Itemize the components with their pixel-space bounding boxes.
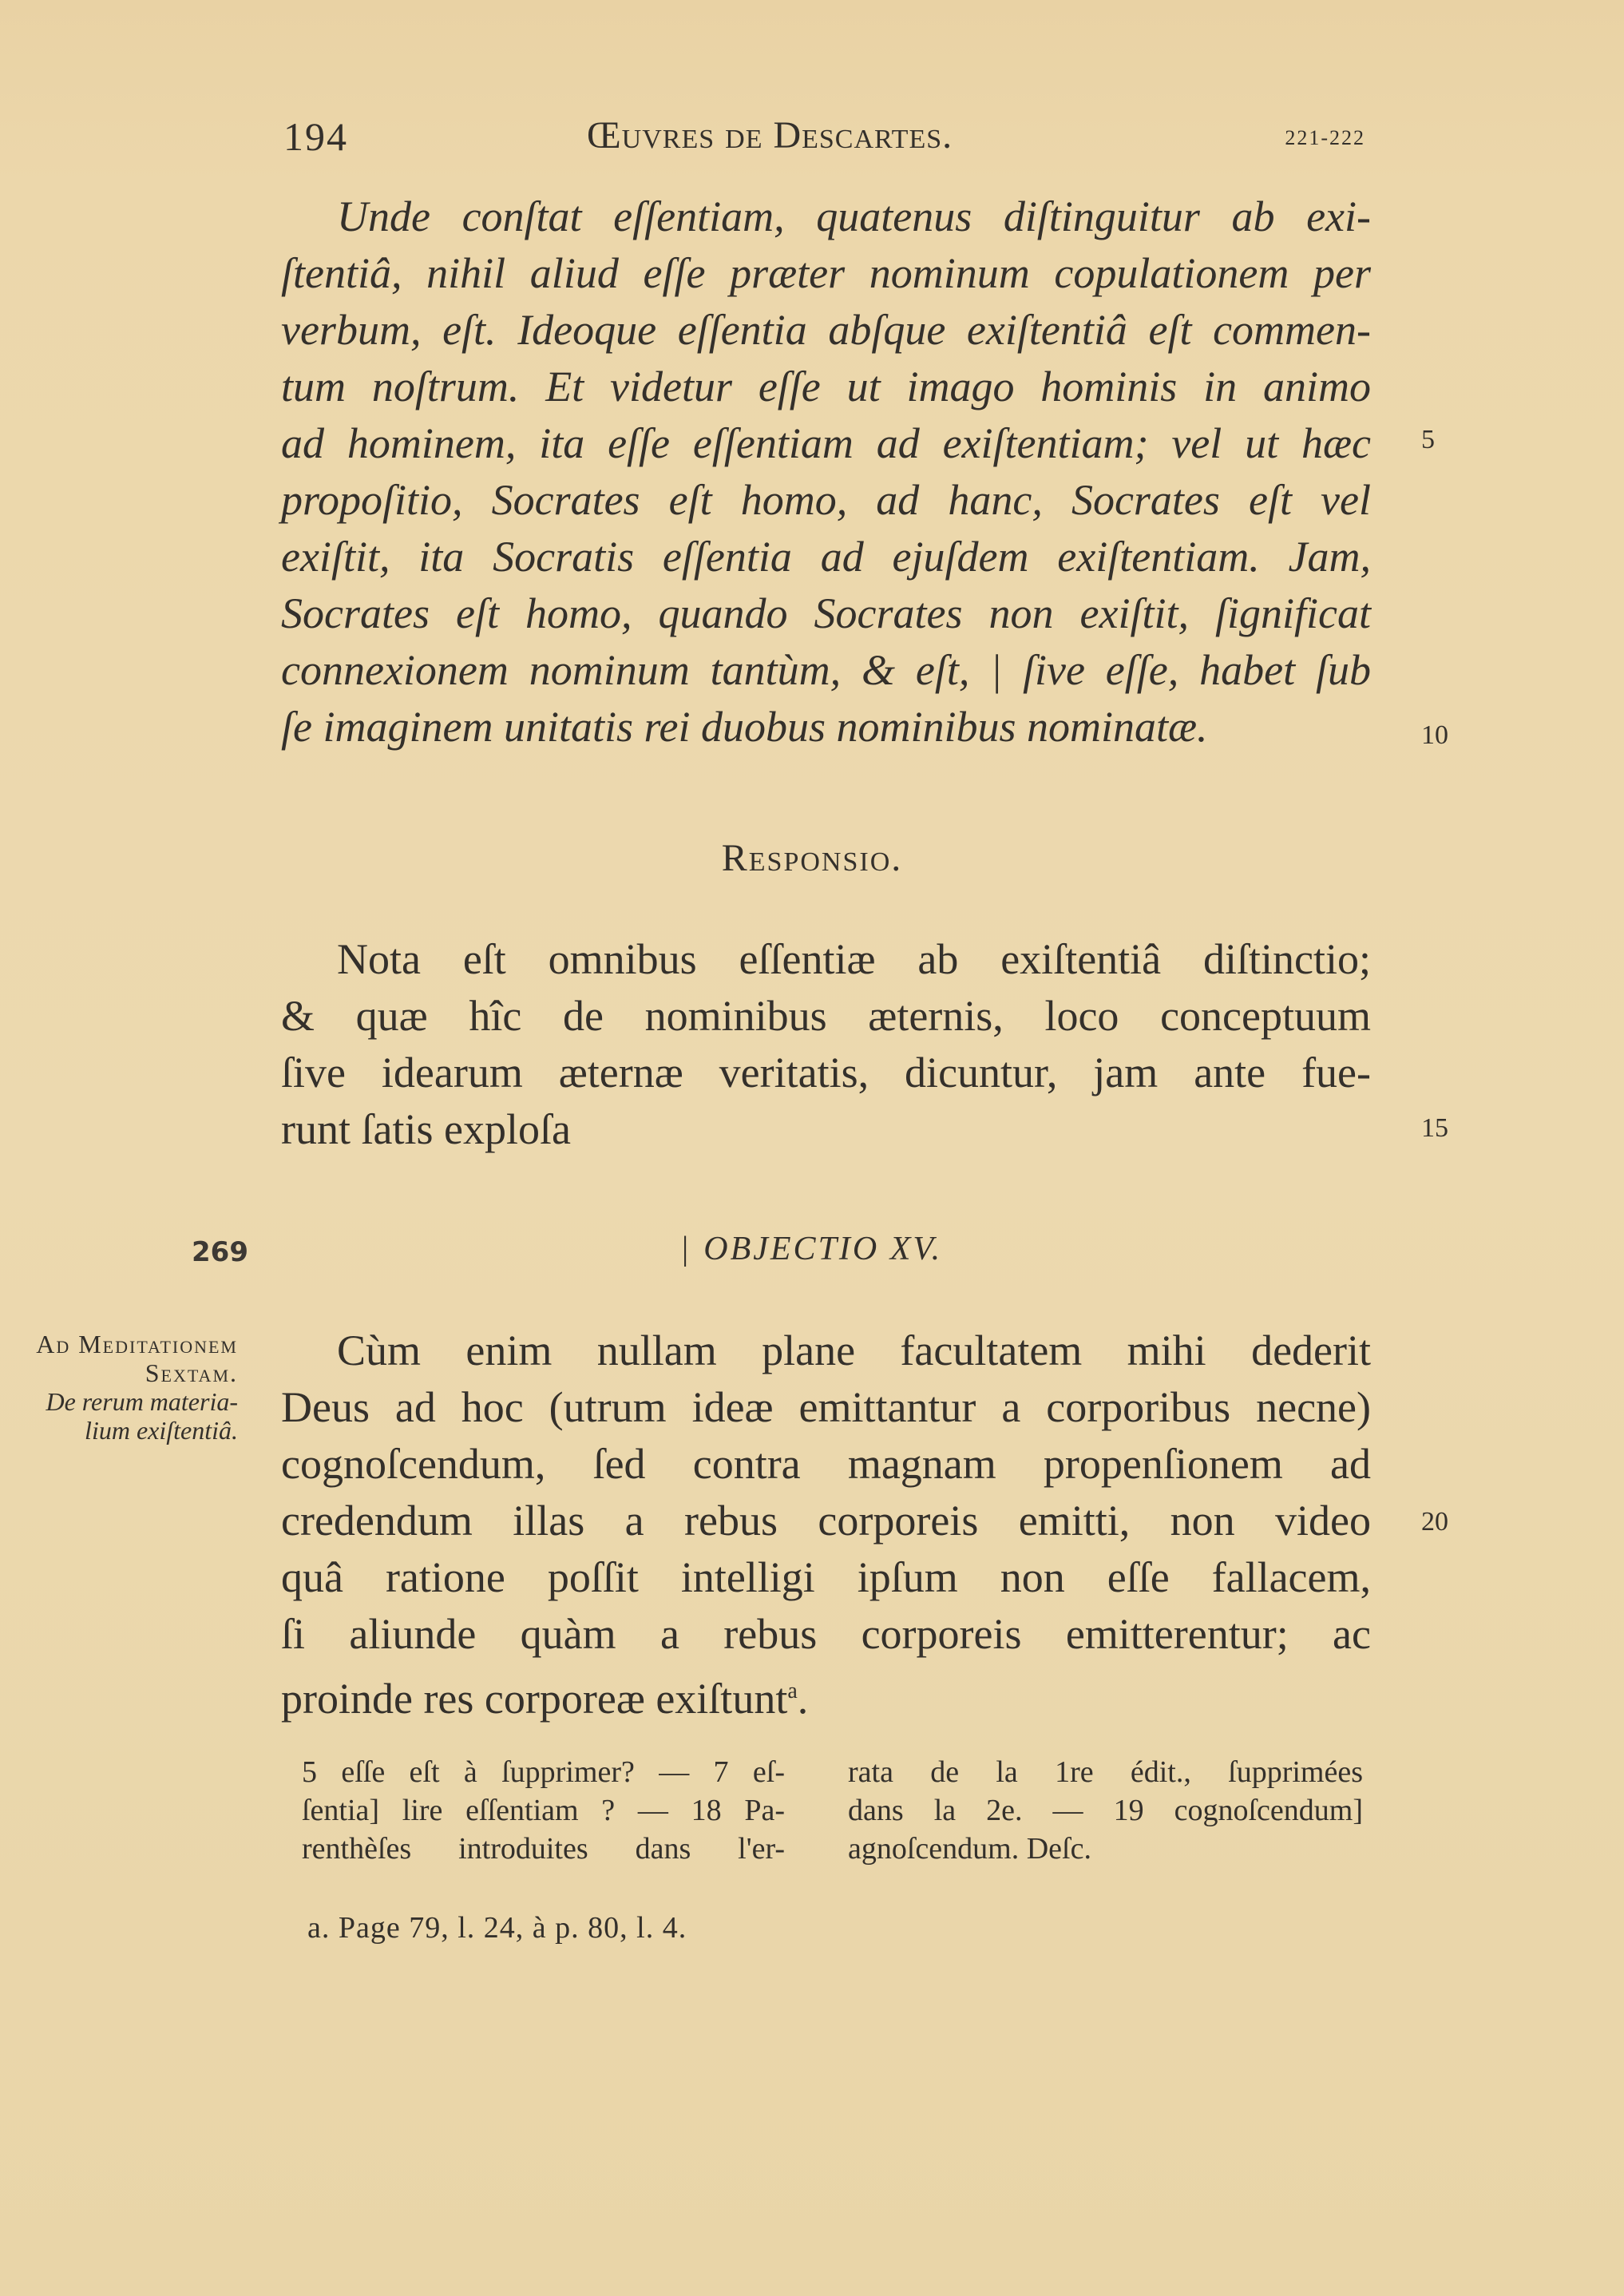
text-line: quâ ratione poſſit intelligi ipſum non eſſe fallacem, (281, 1553, 1371, 1601)
objectio-title: OBJECTIO XV. (703, 1231, 943, 1267)
running-title: Œuvres de Descartes. (587, 114, 953, 157)
footnote-line: rata de la 1re édit., ſupprimées (848, 1755, 1363, 1789)
text-line: Nota eſt omnibus eſſentiæ ab exiſtentiâ diſtinctio; (337, 935, 1371, 983)
text-line: Unde conſtat eſſentiam, quatenus diſtinguitur ab exi- (337, 192, 1371, 240)
line-number: 20 (1421, 1507, 1448, 1537)
margin-note-line: lium exiſtentiâ. (85, 1416, 238, 1445)
page-break-bar: | (681, 1231, 691, 1267)
margin-note-line: De rerum materia- (46, 1387, 238, 1416)
text-line: cognoſcendum, ſed contra magnam propenſionem ad (281, 1440, 1371, 1488)
footnotes-right-column (848, 1753, 1363, 1868)
margin-note (0, 1330, 238, 1445)
text-line: ad hominem, ita eſſe eſſentiam ad exiſtentiam; vel ut hæc (281, 419, 1371, 467)
page-range: 221-222 (1285, 126, 1365, 149)
text-line: exiſtit, ita Socratis eſſentia ad ejuſdem exiſtentiam. Jam, (281, 533, 1371, 581)
text-line: ſive idearum æternæ veritatis, dicuntur, jam ante fue- (281, 1049, 1371, 1096)
text-line: ſtentiâ, nihil aliud eſſe præter nominum copulationem per (281, 249, 1371, 297)
footnote-line: 5 eſſe eſt à ſupprimer? — 7 eſ- (302, 1755, 785, 1789)
footnote-line: renthèſes introduites dans l'er- (302, 1832, 785, 1866)
footnotes-left-column (302, 1753, 785, 1868)
footnote-ref: a (787, 1679, 798, 1703)
objectio-heading (0, 1230, 1624, 1268)
text-line: credendum illas a rebus corporeis emitti, non video (281, 1497, 1371, 1545)
text-line: Cùm enim nullam plane facultatem mihi dederit (337, 1326, 1371, 1374)
original-page-marker: 269 (192, 1236, 248, 1268)
objection-paragraph (281, 188, 1371, 755)
line-number: 10 (1421, 720, 1448, 750)
text-line: propoſitio, Socrates eſt homo, ad hanc, Socrates eſt vel (281, 476, 1371, 524)
page-header (283, 113, 1365, 169)
text-line: connexionem nominum tantùm, & eſt, | ſive eſſe, habet ſub (281, 646, 1371, 694)
text-line (281, 1663, 1371, 1723)
footnote-a: a. Page 79, l. 24, à p. 80, l. 4. (307, 1911, 687, 1945)
text-line: Socrates eſt homo, quando Socrates non exiſtit, ſignificat (281, 589, 1371, 637)
line-number: 15 (1421, 1113, 1448, 1143)
text-line: & quæ hîc de nominibus æternis, loco conceptuum (281, 992, 1371, 1040)
page-number: 194 (283, 114, 348, 159)
responsio-heading: Responsio. (721, 837, 903, 879)
responsio-paragraph (281, 931, 1371, 1158)
line-number: 5 (1421, 425, 1435, 454)
footnote-line: agnoſcendum. Deſc. (848, 1832, 1091, 1866)
text-line: runt ſatis exploſa (281, 1105, 571, 1153)
text-line: ſi aliunde quàm a rebus corporeis emitterentur; ac (281, 1610, 1371, 1658)
margin-note-line: Sextam. (145, 1358, 238, 1387)
margin-note-line: Ad Meditationem (36, 1330, 238, 1358)
footnote-line: dans la 2e. — 19 cognoſcendum] (848, 1794, 1363, 1827)
text-line: Deus ad hoc (utrum ideæ emittantur a corporibus necne) (281, 1383, 1371, 1431)
objectio-xv-paragraph (281, 1322, 1371, 1723)
text-line: verbum, eſt. Ideoque eſſentia abſque exiſtentiâ eſt commen- (281, 306, 1371, 354)
text-fragment: proinde res corporeæ exiſtunt (281, 1675, 788, 1723)
text-fragment: . (797, 1675, 809, 1723)
text-line: ſe imaginem unitatis rei duobus nominibus nominatæ. (281, 703, 1208, 751)
footnote-line: ſentia] lire eſſentiam ? — 18 Pa- (302, 1794, 785, 1827)
text-line: tum noſtrum. Et videtur eſſe ut imago hominis in animo (281, 363, 1371, 410)
